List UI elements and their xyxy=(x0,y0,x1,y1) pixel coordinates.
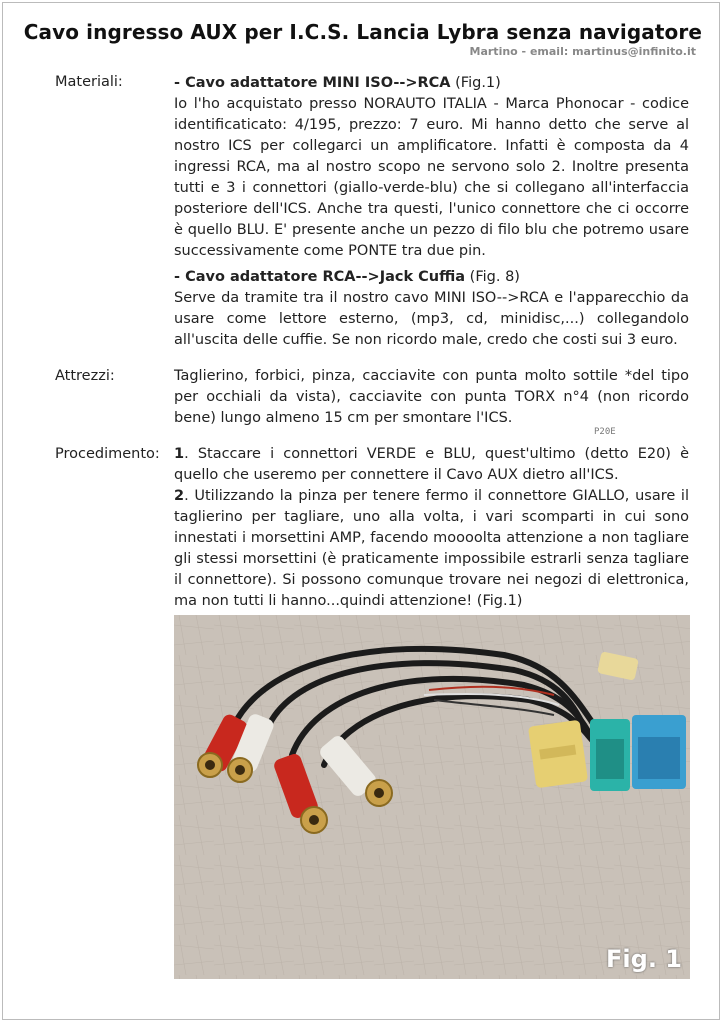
materiali-item-1 xyxy=(174,73,689,262)
author-line: Martino - email: martinus@infinito.it xyxy=(469,45,696,58)
item1-text: Io l'ho acquistato presso NORAUTO ITALIA - Marca Phonocar - codice identificaticato: 4/195, prezzo: 7 euro. Mi hanno detto che serve al nostro ICS per collegarci un amplificatore. Infatti è composta da 4 ingressi RCA, ma al nostro scopo ne servono solo 2. Inoltre presenta tutti e 3 i connettori (giallo-verde-blu) che si collegano all'interfaccia posteriore dell'ICS. Anche tra questi, l'unico connettore che ci occorre è quello BLU. E' presente anche un pezzo di filo blu che potremo usare successivamente come PONTE tra due pin. xyxy=(174,96,689,259)
step-2-number: 2 xyxy=(174,488,185,504)
item2-text: Serve da tramite tra il nostro cavo MINI ISO-->RCA e l'apparecchio da usare come lettore esterno, (mp3, cd, minidisc,...) collegandolo all'uscita delle cuffie. Se non ricordo male, credo che costi sui 3 euro. xyxy=(174,290,689,348)
page-title: Cavo ingresso AUX per I.C.S. Lancia Lybra senza navigatore xyxy=(23,20,702,44)
step-2-text: . Utilizzando la pinza per tenere fermo il connettore GIALLO, usare il taglierino per tagliare, uno alla volta, i vari scomparti in cui sono innestati i morsettini AMP, facendo moooolta attenzione a non tagliare gli stessi morsettini (è praticamente impossibile estrarli senza tagliare il connettore). Si possono comunque trovare nei negozi di elettronica, ma non tutti li hanno...quindi attenzione! (Fig.1) xyxy=(174,488,689,609)
materiali-item-2 xyxy=(174,267,689,351)
step-1-text: . Staccare i connettori VERDE e BLU, quest'ultimo (detto E20) è quello che useremo per connettere il Cavo AUX dietro all'ICS. xyxy=(174,446,689,483)
stamp-code: P20E xyxy=(594,427,616,437)
step-1-number: 1 xyxy=(174,446,185,462)
item1-ref: (Fig.1) xyxy=(450,75,501,91)
item2-ref: (Fig. 8) xyxy=(465,269,520,285)
step-1 xyxy=(174,444,689,486)
figure-1-photo xyxy=(174,615,690,979)
connector-yellow xyxy=(528,720,588,789)
attrezzi-label: Attrezzi: xyxy=(55,368,115,384)
procedimento-label: Procedimento: xyxy=(55,446,160,462)
connector-green xyxy=(590,719,630,791)
connector-blue xyxy=(632,715,686,789)
figure-label: Fig. 1 xyxy=(606,945,682,973)
attrezzi-text: Taglierino, forbici, pinza, cacciavite con punta molto sottile *del tipo per occhiali da vista), cacciavite con punta TORX n°4 (non ricordo bene) lungo almeno 15 cm per smontare l'ICS. xyxy=(174,368,689,426)
item1-heading: - Cavo adattatore MINI ISO-->RCA xyxy=(174,75,451,91)
cable-photo-illustration xyxy=(174,615,690,979)
procedimento-steps xyxy=(174,444,689,612)
materiali-label: Materiali: xyxy=(55,74,123,90)
item2-heading: - Cavo adattatore RCA-->Jack Cuffia xyxy=(174,269,466,285)
step-2 xyxy=(174,486,689,612)
